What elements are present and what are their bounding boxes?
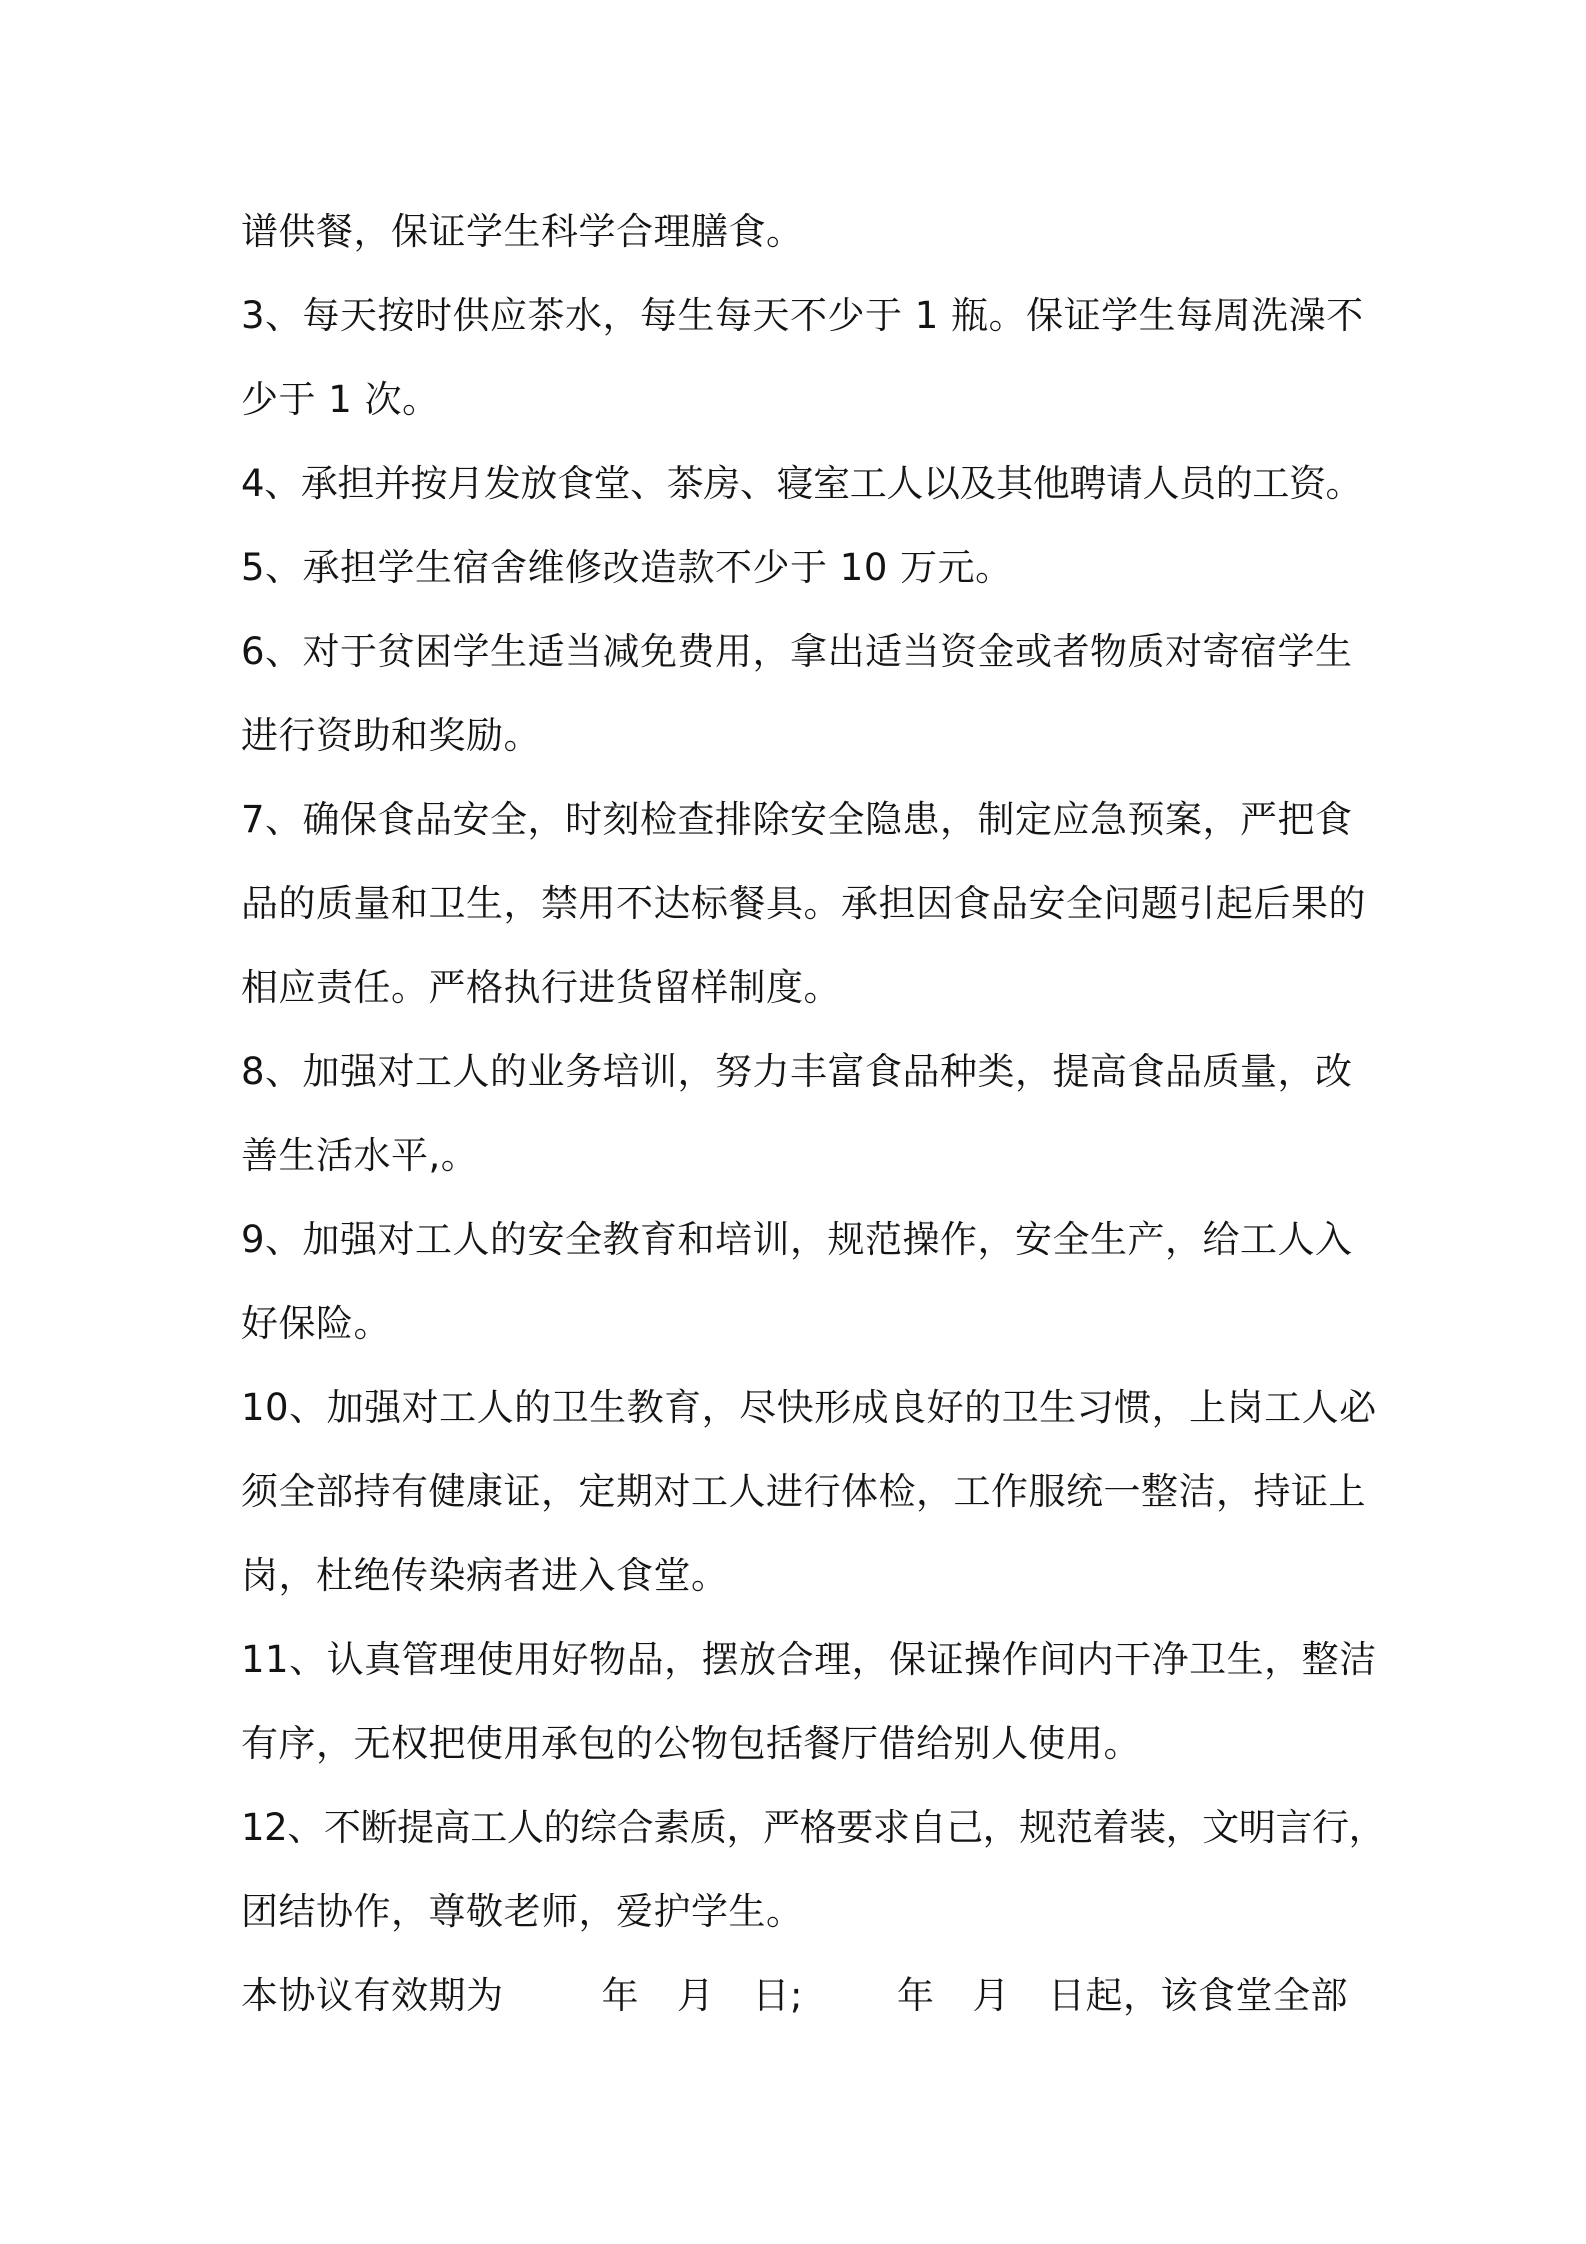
validity-prefix: 本协议有效期为	[241, 1974, 504, 2017]
text-line: 12、不断提高工人的综合素质，严格要求自己，规范着装，文明言行，	[241, 1806, 1386, 1849]
text-line: 进行资助和奖励。	[241, 714, 541, 757]
validity-start-day: 日;	[752, 1974, 803, 2017]
text-line: 团结协作，尊敬老师，爱护学生。	[241, 1890, 804, 1933]
text-line: 好保险。	[241, 1302, 391, 1345]
text-line: 10、加强对工人的卫生教育，尽快形成良好的卫生习惯，上岗工人必	[241, 1386, 1377, 1429]
validity-start-year: 年	[601, 1974, 639, 2017]
validity-end-month: 月	[972, 1974, 1010, 2017]
text-line: 品的质量和卫生，禁用不达标餐具。承担因食品安全问题引起后果的	[241, 882, 1366, 925]
text-line: 少于 1 次。	[241, 378, 440, 421]
validity-end-year: 年	[896, 1974, 935, 2017]
text-line: 相应责任。严格执行进货留样制度。	[241, 966, 841, 1009]
text-line: 11、认真管理使用好物品，摆放合理，保证操作间内干净卫生，整洁	[241, 1638, 1377, 1681]
document-body	[241, 190, 1386, 2038]
text-line: 7、确保食品安全，时刻检查排除安全隐患，制定应急预案，严把食	[241, 798, 1353, 841]
text-line: 9、加强对工人的安全教育和培训，规范操作，安全生产，给工人入	[241, 1218, 1353, 1261]
text-line: 岗，杜绝传染病者进入食堂。	[241, 1554, 729, 1597]
text-line: 4、承担并按月发放食堂、茶房、寝室工人以及其他聘请人员的工资。	[241, 462, 1363, 505]
text-line: 6、对于贫困学生适当减免费用，拿出适当资金或者物质对寄宿学生	[241, 630, 1353, 673]
text-line: 3、每天按时供应茶水，每生每天不少于 1 瓶。保证学生每周洗澡不	[241, 294, 1364, 337]
validity-end-day: 日起，该食堂全部	[1047, 1974, 1348, 2017]
validity-start-month: 月	[677, 1974, 715, 2017]
text-line: 善生活水平,。	[241, 1134, 479, 1177]
text-line: 5、承担学生宿舍维修改造款不少于 10 万元。	[241, 546, 1013, 589]
text-line: 须全部持有健康证，定期对工人进行体检，工作服统一整洁，持证上	[241, 1470, 1366, 1513]
agreement-validity-line	[241, 1954, 1371, 2038]
text-line: 谱供餐，保证学生科学合理膳食。	[241, 210, 804, 253]
text-line: 有序，无权把使用承包的公物包括餐厅借给别人使用。	[241, 1722, 1141, 1765]
text-line: 8、加强对工人的业务培训，努力丰富食品种类，提高食品质量，改	[241, 1050, 1353, 1093]
